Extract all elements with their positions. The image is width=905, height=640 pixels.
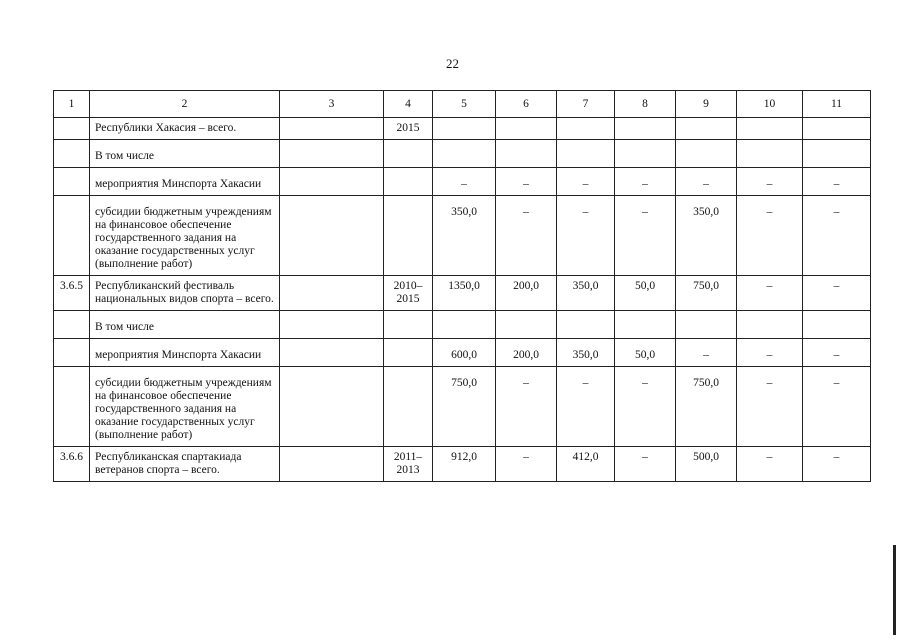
row-value-col9: – xyxy=(676,168,737,196)
row-col3 xyxy=(280,367,384,447)
row-value-col8: 50,0 xyxy=(615,339,676,367)
row-value-col9: 350,0 xyxy=(676,196,737,276)
row-value-col6: – xyxy=(496,168,557,196)
row-value-col9: 750,0 xyxy=(676,276,737,311)
table-row xyxy=(54,118,871,140)
row-name: субсидии бюджетным учреждениям на финансовое обеспечение государственного задания на оказание государственных услуг (выполнение работ) xyxy=(90,367,280,447)
row-name: субсидии бюджетным учреждениям на финансовое обеспечение государственного задания на оказание государственных услуг (выполнение работ) xyxy=(90,196,280,276)
row-value-col7: 350,0 xyxy=(557,339,615,367)
row-value-col5 xyxy=(433,140,496,168)
column-header-4: 4 xyxy=(384,91,433,118)
row-value-col6 xyxy=(496,140,557,168)
row-value-col6: – xyxy=(496,196,557,276)
row-value-col10: – xyxy=(737,367,803,447)
row-value-col11: – xyxy=(803,276,871,311)
page-number: 22 xyxy=(446,56,459,71)
row-value-col5: 1350,0 xyxy=(433,276,496,311)
row-col3 xyxy=(280,196,384,276)
row-name: В том числе xyxy=(90,140,280,168)
row-value-col10 xyxy=(737,140,803,168)
row-value-col8: – xyxy=(615,447,676,482)
table-body xyxy=(54,118,871,482)
column-header-2: 2 xyxy=(90,91,280,118)
table-row xyxy=(54,339,871,367)
row-value-col9: – xyxy=(676,339,737,367)
row-value-col8: – xyxy=(615,196,676,276)
table-row xyxy=(54,447,871,482)
row-years xyxy=(384,311,433,339)
row-col3 xyxy=(280,311,384,339)
row-value-col7: – xyxy=(557,367,615,447)
row-value-col8 xyxy=(615,311,676,339)
row-value-col11: – xyxy=(803,447,871,482)
row-col3 xyxy=(280,447,384,482)
row-value-col6: 200,0 xyxy=(496,339,557,367)
row-name: Республики Хакасия – всего. xyxy=(90,118,280,140)
table-row xyxy=(54,367,871,447)
row-value-col9 xyxy=(676,140,737,168)
row-name: мероприятия Минспорта Хакасии xyxy=(90,168,280,196)
header-row xyxy=(54,91,871,118)
row-years: 2015 xyxy=(384,118,433,140)
row-value-col5: 600,0 xyxy=(433,339,496,367)
row-value-col8: – xyxy=(615,168,676,196)
row-value-col8: – xyxy=(615,367,676,447)
column-header-3: 3 xyxy=(280,91,384,118)
row-name: мероприятия Минспорта Хакасии xyxy=(90,339,280,367)
row-value-col8 xyxy=(615,140,676,168)
row-name: Республиканский фестиваль национальных видов спорта – всего. xyxy=(90,276,280,311)
row-col3 xyxy=(280,140,384,168)
row-value-col7: – xyxy=(557,196,615,276)
row-value-col6: 200,0 xyxy=(496,276,557,311)
row-years xyxy=(384,367,433,447)
row-value-col9: 750,0 xyxy=(676,367,737,447)
row-value-col10: – xyxy=(737,168,803,196)
row-value-col6: – xyxy=(496,447,557,482)
column-header-8: 8 xyxy=(615,91,676,118)
row-number: 3.6.5 xyxy=(54,276,90,311)
row-value-col11: – xyxy=(803,367,871,447)
row-value-col7 xyxy=(557,311,615,339)
row-value-col10: – xyxy=(737,196,803,276)
row-value-col11: – xyxy=(803,168,871,196)
row-years: 2011– 2013 xyxy=(384,447,433,482)
row-years xyxy=(384,168,433,196)
column-header-9: 9 xyxy=(676,91,737,118)
row-col3 xyxy=(280,339,384,367)
row-value-col11 xyxy=(803,311,871,339)
row-value-col5: 350,0 xyxy=(433,196,496,276)
row-col3 xyxy=(280,168,384,196)
row-value-col7 xyxy=(557,140,615,168)
table-row xyxy=(54,311,871,339)
column-header-6: 6 xyxy=(496,91,557,118)
row-value-col9: 500,0 xyxy=(676,447,737,482)
table-row xyxy=(54,196,871,276)
row-col3 xyxy=(280,118,384,140)
row-value-col9 xyxy=(676,311,737,339)
row-name: В том числе xyxy=(90,311,280,339)
row-years xyxy=(384,196,433,276)
row-value-col8: 50,0 xyxy=(615,276,676,311)
row-number xyxy=(54,367,90,447)
row-number xyxy=(54,311,90,339)
column-header-7: 7 xyxy=(557,91,615,118)
budget-table xyxy=(53,90,871,482)
row-years xyxy=(384,339,433,367)
row-years xyxy=(384,140,433,168)
table-row xyxy=(54,140,871,168)
row-value-col8 xyxy=(615,118,676,140)
row-number xyxy=(54,196,90,276)
row-number xyxy=(54,339,90,367)
row-value-col10: – xyxy=(737,276,803,311)
column-header-1: 1 xyxy=(54,91,90,118)
row-number xyxy=(54,118,90,140)
row-years: 2010– 2015 xyxy=(384,276,433,311)
row-value-col10: – xyxy=(737,447,803,482)
row-value-col11 xyxy=(803,140,871,168)
scan-edge-mark xyxy=(893,545,896,635)
row-value-col5: – xyxy=(433,168,496,196)
row-value-col6: – xyxy=(496,367,557,447)
row-value-col10: – xyxy=(737,339,803,367)
row-value-col11: – xyxy=(803,339,871,367)
row-name: Республиканская спартакиада ветеранов спорта – всего. xyxy=(90,447,280,482)
row-value-col10 xyxy=(737,311,803,339)
row-value-col7 xyxy=(557,118,615,140)
column-header-10: 10 xyxy=(737,91,803,118)
row-number xyxy=(54,168,90,196)
row-number: 3.6.6 xyxy=(54,447,90,482)
column-header-5: 5 xyxy=(433,91,496,118)
row-value-col6 xyxy=(496,311,557,339)
table-row xyxy=(54,276,871,311)
row-value-col10 xyxy=(737,118,803,140)
row-value-col5: 750,0 xyxy=(433,367,496,447)
row-col3 xyxy=(280,276,384,311)
row-value-col11: – xyxy=(803,196,871,276)
row-value-col6 xyxy=(496,118,557,140)
row-value-col9 xyxy=(676,118,737,140)
row-number xyxy=(54,140,90,168)
row-value-col5 xyxy=(433,118,496,140)
table-row xyxy=(54,168,871,196)
row-value-col11 xyxy=(803,118,871,140)
row-value-col7: – xyxy=(557,168,615,196)
row-value-col7: 350,0 xyxy=(557,276,615,311)
row-value-col5 xyxy=(433,311,496,339)
column-header-11: 11 xyxy=(803,91,871,118)
row-value-col7: 412,0 xyxy=(557,447,615,482)
row-value-col5: 912,0 xyxy=(433,447,496,482)
